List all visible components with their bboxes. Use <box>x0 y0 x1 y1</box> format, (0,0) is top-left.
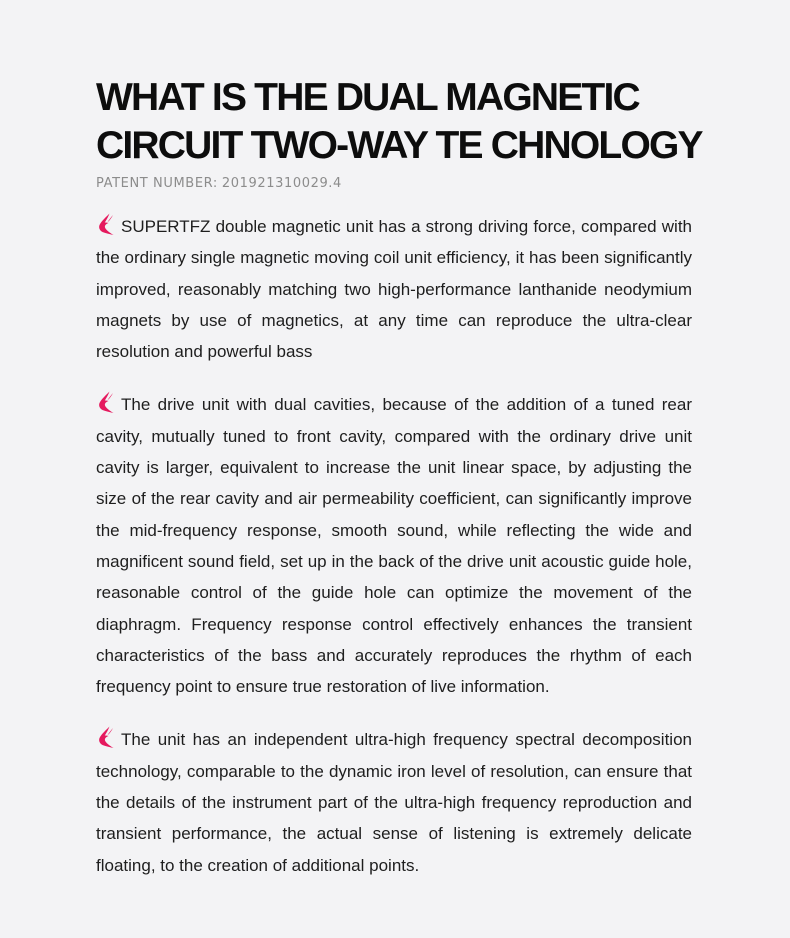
paragraph-2 <box>96 389 692 702</box>
pink-feather-icon <box>96 725 118 749</box>
patent-number-value: 201921310029.4 <box>221 176 342 191</box>
paragraph-3-text: The unit has an independent ultra-high frequency spectral decomposition technology, comparable to the dynamic iron level of resolution, can ensure that the details of the instrument part of the ultra-high frequency reproduction and transient performance, the actual sense of listening is extremely delicate floating, to the creation of additional points. <box>96 730 692 875</box>
article <box>96 74 702 881</box>
paragraph-2-text: The drive unit with dual cavities, because of the addition of a tuned rear cavity, mutually tuned to front cavity, compared with the ordinary drive unit cavity is larger, equivalent to increase the unit linear space, by adjusting the size of the rear cavity and air permeability coefficient, can significantly improve the mid-frequency response, smooth sound, while reflecting the wide and magnificent sound field, set up in the back of the drive unit acoustic guide hole, reasonable control of the guide hole can optimize the movement of the diaphragm. Frequency response control effectively enhances the transient characteristics of the bass and accurately reproduces the rhythm of each frequency point to ensure true restoration of live information. <box>96 395 692 697</box>
pink-feather-icon <box>96 212 118 236</box>
pink-feather-icon <box>96 390 118 414</box>
title-line-2: CIRCUIT TWO-WAY TE CHNOLOGY <box>96 124 702 167</box>
paragraph-3 <box>96 724 692 880</box>
paragraph-1-text: SUPERTFZ double magnetic unit has a strong driving force, compared with the ordinary single magnetic moving coil unit efficiency, it has been significantly improved, reasonably matching two high-performance lanthanide neodymium magnets by use of magnetics, at any time can reproduce the ultra-clear resolution and powerful bass <box>96 217 692 362</box>
paragraph-1 <box>96 211 692 367</box>
title-line-1: WHAT IS THE DUAL MAGNETIC <box>96 76 639 119</box>
patent-label: PATENT NUMBER: <box>96 176 218 191</box>
patent-number <box>96 176 692 192</box>
page-title <box>96 74 702 170</box>
